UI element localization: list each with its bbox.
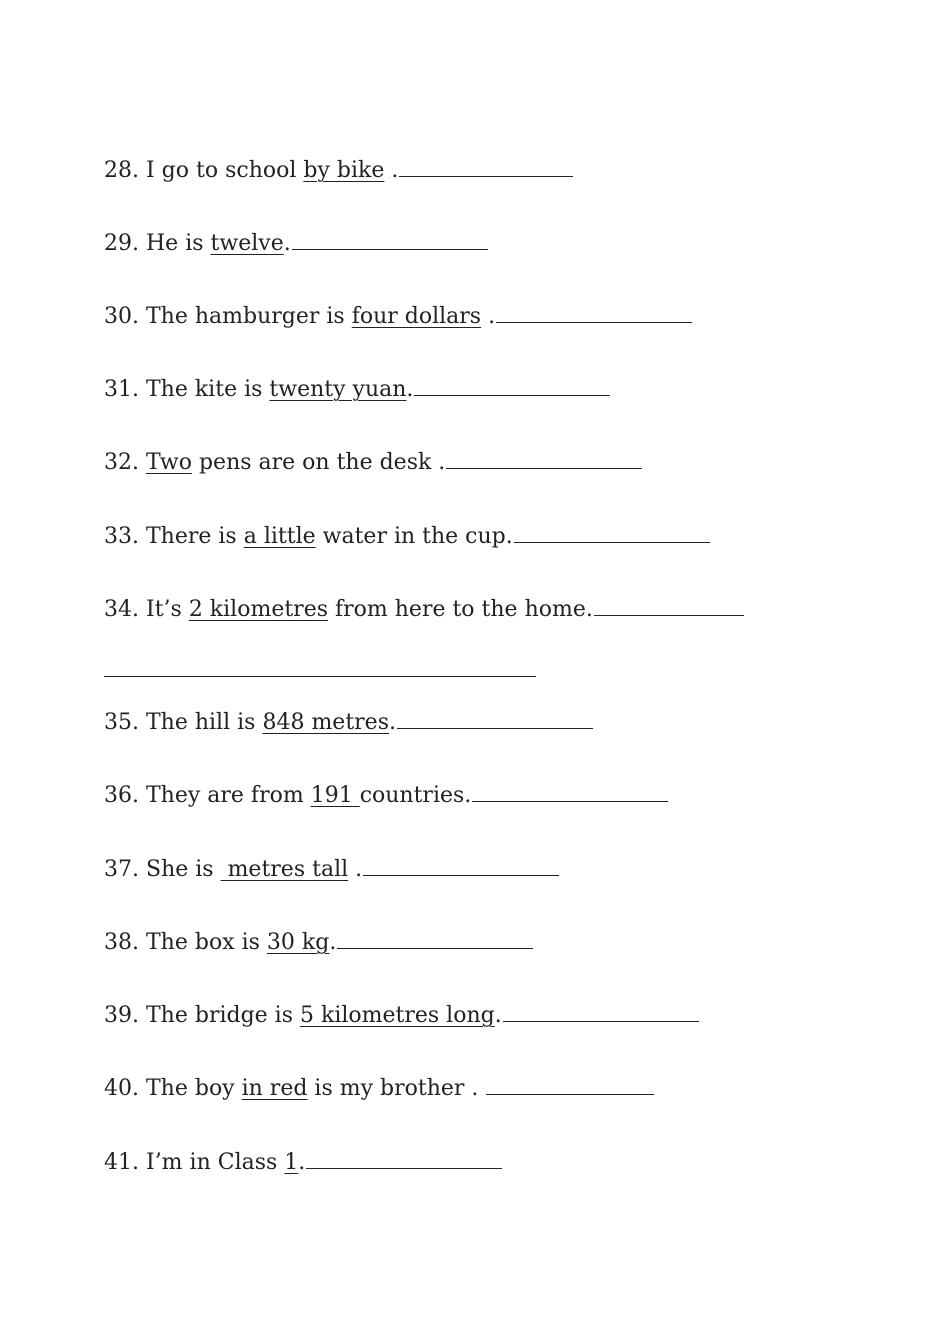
underlined-part: 848 metres: [262, 710, 389, 735]
question-number: 35.: [104, 710, 139, 735]
question-35: [104, 706, 593, 738]
question-text-end: .: [298, 1150, 306, 1175]
question-number: 37.: [104, 857, 139, 882]
question-text: The hill is: [146, 710, 263, 735]
question-text: The boy: [146, 1076, 242, 1101]
question-30: [104, 300, 692, 332]
question-32: [104, 446, 642, 478]
underlined-part: 5 kilometres long: [300, 1003, 495, 1028]
question-text-end: pens are on the desk .: [191, 450, 446, 475]
question-text: The box is: [146, 930, 267, 955]
answer-blank[interactable]: [503, 999, 699, 1022]
question-41: [104, 1146, 502, 1178]
underlined-part: by bike: [303, 158, 385, 183]
answer-blank[interactable]: [594, 593, 744, 616]
answer-blank[interactable]: [486, 1072, 654, 1095]
question-number: 32.: [104, 450, 139, 475]
question-text-end: water in the cup.: [315, 524, 513, 549]
underlined-part: 30 kg: [266, 930, 330, 955]
question-number: 33.: [104, 524, 139, 549]
question-text-end: .: [389, 710, 396, 735]
question-number: 39.: [104, 1003, 139, 1028]
answer-blank[interactable]: [397, 706, 593, 729]
question-text: The kite is: [146, 377, 270, 402]
underlined-part: Two: [146, 450, 192, 475]
underlined-part: four dollars: [351, 304, 482, 329]
question-text: He is: [146, 231, 211, 256]
question-text-end: .: [481, 304, 496, 329]
question-29: [104, 227, 488, 259]
question-text-end: .: [283, 231, 291, 256]
question-number: 28.: [104, 158, 139, 183]
question-text-end: .: [384, 158, 399, 183]
question-text-end: from here to the home.: [328, 597, 593, 622]
answer-blank[interactable]: [446, 446, 642, 469]
answer-blank[interactable]: [496, 300, 692, 323]
question-number: 34.: [104, 597, 139, 622]
answer-blank[interactable]: [399, 154, 573, 177]
question-text: The bridge is: [146, 1003, 300, 1028]
underlined-part: twelve: [210, 231, 284, 256]
question-text: It’s: [146, 597, 189, 622]
question-text-end: is my brother .: [307, 1076, 486, 1101]
answer-blank[interactable]: [363, 853, 559, 876]
underlined-part: 2 kilometres: [188, 597, 328, 622]
underlined-part: metres tall: [220, 857, 349, 882]
question-text-end: .: [329, 930, 337, 955]
question-number: 29.: [104, 231, 139, 256]
question-number: 41.: [104, 1150, 139, 1175]
underlined-part: in red: [241, 1076, 308, 1101]
question-number: 31.: [104, 377, 139, 402]
question-text: I go to school: [146, 158, 304, 183]
question-28: [104, 154, 573, 186]
question-text-end: countries.: [359, 783, 472, 808]
question-36: [104, 779, 668, 811]
question-37: [104, 853, 559, 885]
question-38: [104, 926, 533, 958]
question-40: [104, 1072, 654, 1104]
question-text-end: .: [348, 857, 363, 882]
underlined-part: 1: [284, 1150, 299, 1175]
answer-blank[interactable]: [306, 1146, 502, 1169]
answer-blank[interactable]: [337, 926, 533, 949]
question-text: They are from: [146, 783, 311, 808]
question-text-end: .: [406, 377, 414, 402]
question-text: There is: [146, 524, 244, 549]
question-31: [104, 373, 610, 405]
question-number: 30.: [104, 304, 139, 329]
answer-blank[interactable]: [292, 227, 488, 250]
answer-blank[interactable]: [472, 779, 668, 802]
question-number: 40.: [104, 1076, 139, 1101]
question-text: I’m in Class: [146, 1150, 285, 1175]
answer-blank-continued[interactable]: [104, 676, 536, 677]
question-number: 36.: [104, 783, 139, 808]
question-number: 38.: [104, 930, 139, 955]
question-text: She is: [146, 857, 221, 882]
answer-blank[interactable]: [414, 373, 610, 396]
question-34: [104, 593, 744, 625]
underlined-part: 191: [310, 783, 360, 808]
underlined-part: a little: [243, 524, 316, 549]
question-33: [104, 520, 710, 552]
answer-blank[interactable]: [514, 520, 710, 543]
underlined-part: twenty yuan: [269, 377, 407, 402]
question-text-end: .: [494, 1003, 502, 1028]
question-text: The hamburger is: [146, 304, 352, 329]
question-39: [104, 999, 699, 1031]
